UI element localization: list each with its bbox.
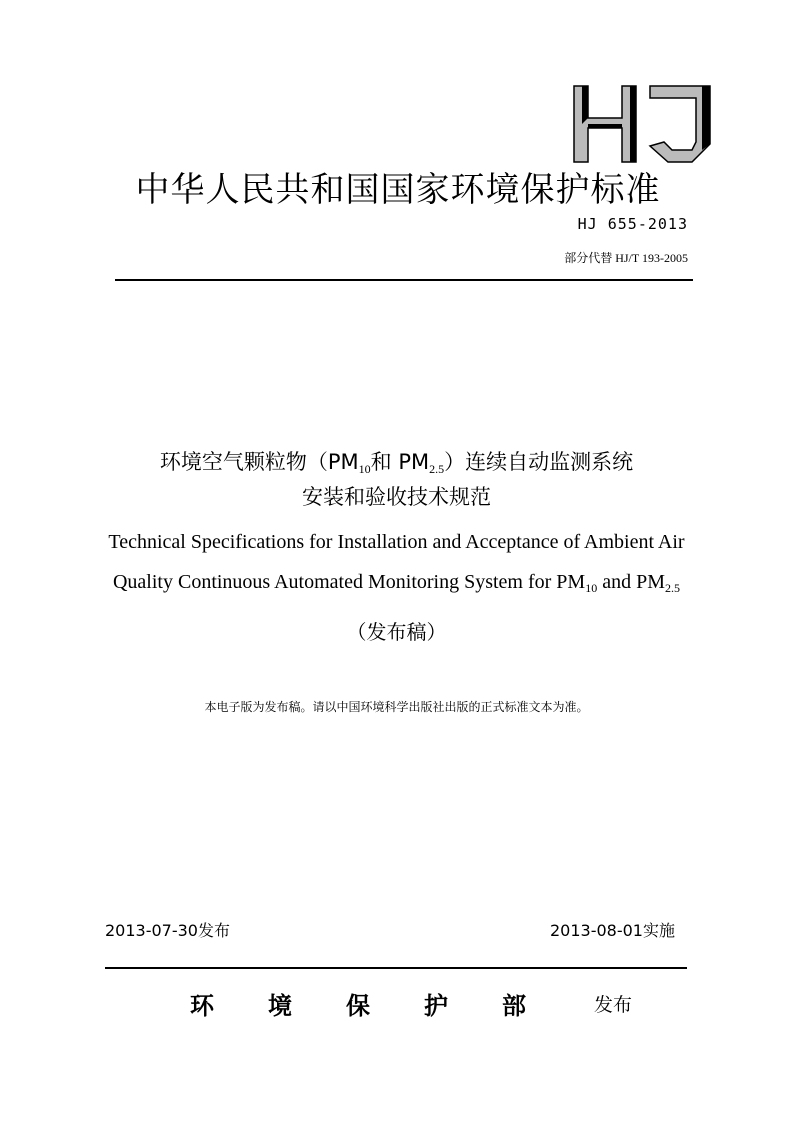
subscript: 2.5 bbox=[429, 462, 445, 476]
ministry-char: 部 bbox=[502, 991, 526, 1020]
edition-note: 本电子版为发布稿。请以中国环境科学出版社出版的正式标准文本为准。 bbox=[204, 700, 589, 714]
standard-category-title: 中华人民共和国国家环境保护标准 bbox=[135, 170, 661, 210]
subscript: 10 bbox=[358, 462, 371, 476]
ministry-char: 护 bbox=[424, 991, 448, 1020]
en-title-line2 bbox=[0, 571, 793, 594]
ministry-char: 保 bbox=[346, 991, 370, 1020]
header-divider bbox=[115, 279, 693, 281]
cn-title-line1 bbox=[0, 446, 793, 476]
implement-date: 2013-08-01实施 bbox=[550, 921, 675, 940]
ministry-char: 境 bbox=[268, 991, 292, 1020]
en-title-line1: Technical Specifications for Installation and Acceptance of Ambient Air bbox=[108, 531, 685, 553]
subscript: 2.5 bbox=[665, 581, 681, 595]
footer-divider bbox=[105, 967, 687, 969]
draft-label: （发布稿） bbox=[346, 620, 447, 644]
issue-label: 发布 bbox=[594, 994, 633, 1016]
publish-date: 2013-07-30发布 bbox=[105, 921, 230, 940]
hj-logo bbox=[572, 84, 714, 164]
cn-title-line2: 安装和验收技术规范 bbox=[302, 485, 491, 509]
cn-title-part: 环境空气颗粒物（PM bbox=[159, 450, 359, 474]
cn-title-part: 和 PM bbox=[370, 450, 430, 474]
replaces-note: 部分代替 HJ/T 193-2005 bbox=[564, 251, 688, 265]
subscript: 10 bbox=[585, 581, 598, 595]
en-title-part: and PM bbox=[597, 571, 666, 593]
issuing-ministry bbox=[190, 986, 580, 1021]
en-title-part: Quality Continuous Automated Monitoring System for PM bbox=[112, 571, 586, 593]
standard-number: HJ 655-2013 bbox=[577, 215, 688, 233]
cn-title-part: ）连续自动监测系统 bbox=[444, 450, 634, 474]
ministry-char: 环 bbox=[190, 991, 214, 1020]
